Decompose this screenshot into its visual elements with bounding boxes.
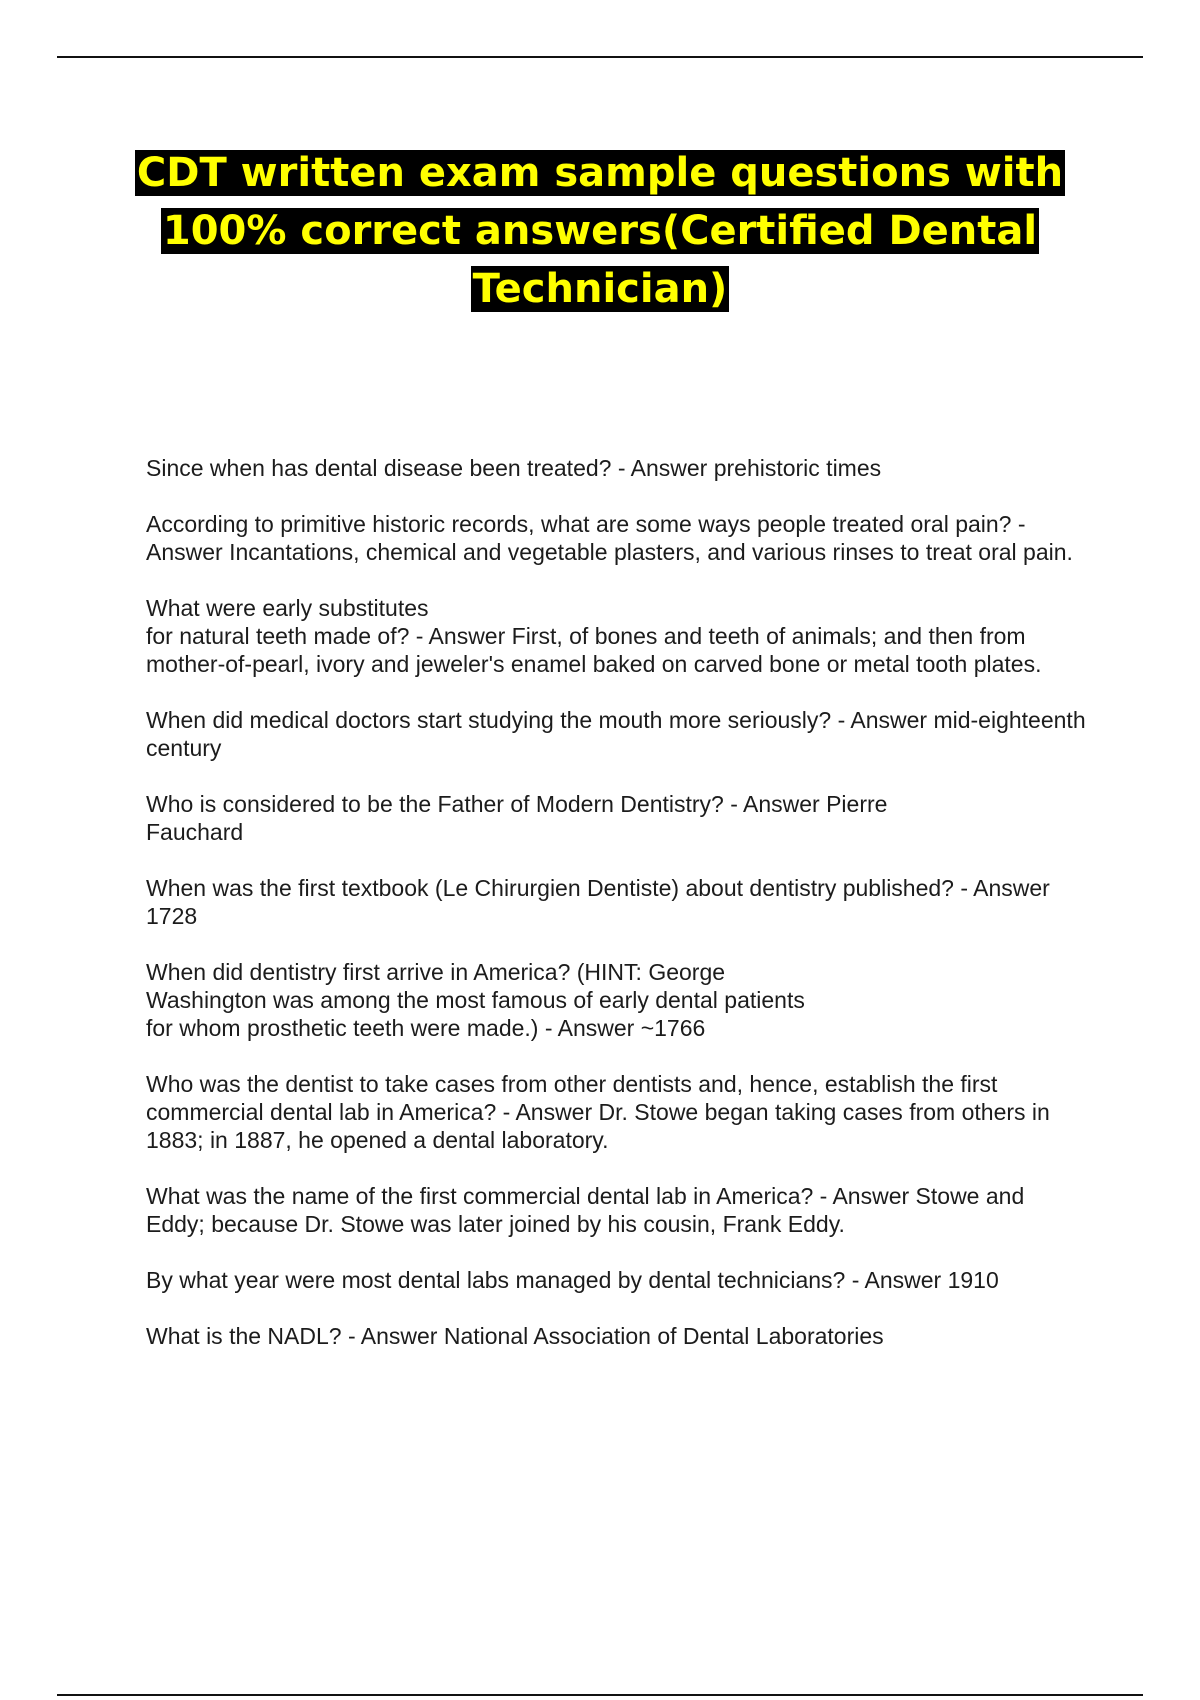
qa-item: What is the NADL? - Answer National Association of Dental Laboratories — [146, 1323, 884, 1349]
qa-item: Who was the dentist to take cases from other dentists and, hence, establish the first commercial dental lab in America? - Answer Dr. Stowe began taking cases from others in 1883; in 1887, he opened a dental laboratory. — [146, 1071, 1050, 1153]
qa-item: Since when has dental disease been treated? - Answer prehistoric times — [146, 455, 882, 481]
qa-item: According to primitive historic records, what are some ways people treated oral pain? - Answer Incantations, chemical and vegetable plasters, and various rinses to treat oral pain. — [146, 511, 1073, 565]
bottom-divider — [57, 1694, 1143, 1696]
document-title: CDT written exam sample questions with 100% correct answers(Certified Dental Technician) — [136, 150, 1064, 312]
qa-list — [146, 454, 1086, 1378]
qa-item: Who is considered to be the Father of Modern Dentistry? - Answer Pierre Fauchard — [146, 791, 888, 845]
qa-item: What were early substitutes for natural teeth made of? - Answer First, of bones and teeth of animals; and then from mother-of-pearl, ivory and jeweler's enamel baked on carved bone or metal tooth plates. — [146, 595, 1042, 677]
qa-item: What was the name of the first commercial dental lab in America? - Answer Stowe and Eddy; because Dr. Stowe was later joined by his cousin, Frank Eddy. — [146, 1183, 1025, 1237]
top-divider — [57, 56, 1143, 58]
qa-item: When was the first textbook (Le Chirurgien Dentiste) about dentistry published? - Answer 1728 — [146, 875, 1050, 929]
title-block — [100, 144, 1100, 318]
qa-item: By what year were most dental labs managed by dental technicians? - Answer 1910 — [146, 1267, 999, 1293]
qa-item: When did dentistry first arrive in America? (HINT: George Washington was among the most famous of early dental patients for whom prosthetic teeth were made.) - Answer ~1766 — [146, 959, 805, 1041]
qa-item: When did medical doctors start studying the mouth more seriously? - Answer mid-eighteenth century — [146, 707, 1086, 761]
